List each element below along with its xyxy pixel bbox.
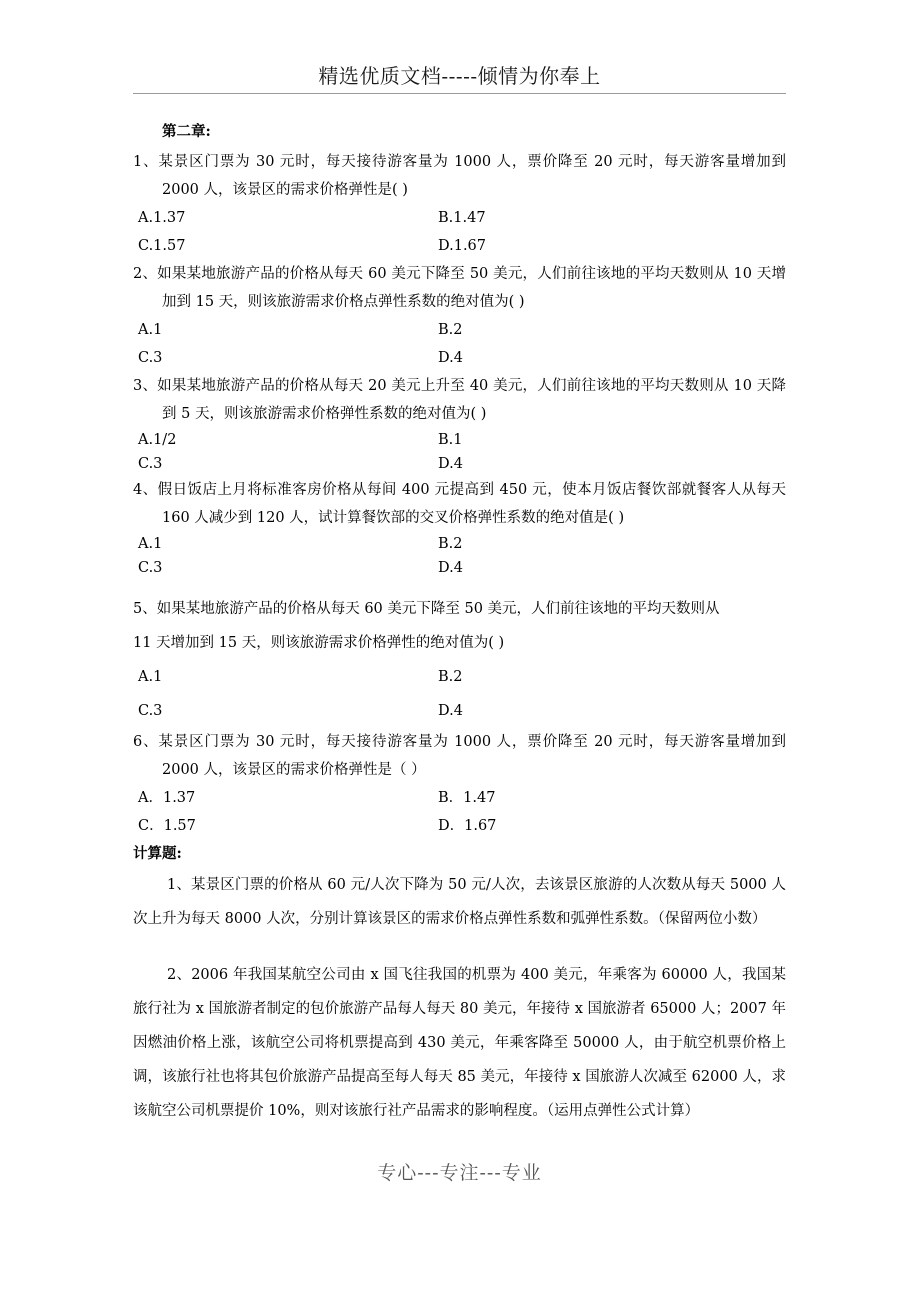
option-row-4-cd: [133, 556, 786, 580]
option-1-a[interactable]: A.1.37: [138, 210, 186, 226]
option-4-d[interactable]: D.4: [438, 560, 463, 576]
header-banner-text: 精选优质文档-----倾情为你奉上: [318, 64, 601, 88]
option-row-3-cd: [133, 452, 786, 476]
spacer: [133, 936, 786, 958]
option-5-a[interactable]: A.1: [138, 669, 163, 685]
option-5-b[interactable]: B.2: [438, 669, 463, 685]
options-5: [133, 660, 786, 728]
question-block-1: [133, 148, 786, 260]
question-stem-6: 6、某景区门票为 30 元时，每天接待游客量为 1000 人，票价降至 20 元时，每天游客量增加到 2000 人，该景区的需求价格弹性是（ ）: [133, 734, 786, 778]
option-row-5-cd: [133, 694, 786, 728]
option-row-1-ab: [133, 204, 786, 232]
option-row-2-ab: [133, 316, 786, 344]
question-stem-1: 1、某景区门票为 30 元时，每天接待游客量为 1000 人，票价降至 20 元时，每天游客量增加到 2000 人，该景区的需求价格弹性是( ): [133, 154, 786, 198]
option-row-2-cd: [133, 344, 786, 372]
option-row-6-ab: [133, 784, 786, 812]
option-4-a[interactable]: A.1: [138, 536, 163, 552]
option-3-c[interactable]: C.3: [138, 456, 163, 472]
option-row-1-cd: [133, 232, 786, 260]
option-5-d[interactable]: D.4: [438, 703, 463, 719]
question-block-2: [133, 260, 786, 372]
question-block-6: [133, 728, 786, 840]
options-6: [133, 784, 786, 840]
option-3-b[interactable]: B.1: [438, 432, 463, 448]
page-footer: [133, 1160, 786, 1186]
option-row-4-ab: [133, 532, 786, 556]
option-row-3-ab: [133, 428, 786, 452]
option-row-5-ab: [133, 660, 786, 694]
document-body: [133, 118, 786, 1128]
question-block-4: [133, 476, 786, 580]
option-1-b[interactable]: B.1.47: [438, 210, 486, 226]
page-header: [133, 62, 786, 94]
question-block-3: [133, 372, 786, 476]
options-4: [133, 532, 786, 580]
calculation-section-heading: 计算题:: [133, 845, 182, 862]
options-3: [133, 428, 786, 476]
question-stem-2: 2、如果某地旅游产品的价格从每天 60 美元下降至 50 美元，人们前往该地的平均天数则从 10 天增加到 15 天，则该旅游需求价格点弹性系数的绝对值为( ): [133, 266, 786, 310]
option-2-b[interactable]: B.2: [438, 322, 463, 338]
option-1-d[interactable]: D.1.67: [438, 238, 487, 254]
option-5-c[interactable]: C.3: [138, 703, 163, 719]
option-2-c[interactable]: C.3: [138, 350, 163, 366]
footer-text: 专心---专注---专业: [377, 1162, 542, 1184]
option-6-b[interactable]: B．1.47: [438, 790, 496, 806]
option-6-a[interactable]: A．1.37: [138, 790, 196, 806]
option-4-c[interactable]: C.3: [138, 560, 163, 576]
spacer: [133, 580, 786, 592]
chapter-title: 第二章:: [162, 123, 211, 140]
header-divider: [133, 93, 786, 94]
calculation-item-2: 2、2006 年我国某航空公司由 x 国飞往我国的机票为 400 美元，年乘客为 60000 人，我国某旅行社为 x 国旅游者制定的包价旅游产品每人每天 80 美元，年接待 x 国旅游者 65000 人；2007 年因燃油价格上涨，该航空公司将机票提高到 430 美元，年乘客降至 50000 人，由于航空机票价格上调，该旅行社也将其包价旅游产品提高至每人每天 85 美元，年接待 x 国旅游人次减至 62000 人，求该航空公司机票提价 10%，则对该旅行社产品需求的影响程度。（运用点弹性公式计算）: [133, 967, 786, 1119]
option-1-c[interactable]: C.1.57: [138, 238, 186, 254]
question-stem-5-line2: 11 天增加到 15 天，则该旅游需求价格弹性的绝对值为( ): [133, 635, 505, 651]
option-row-6-cd: [133, 812, 786, 840]
option-6-c[interactable]: C．1.57: [138, 818, 196, 834]
option-3-a[interactable]: A.1/2: [138, 432, 177, 448]
question-stem-4: 4、假日饭店上月将标准客房价格从每间 400 元提高到 450 元，使本月饭店餐饮部就餐客人从每天 160 人减少到 120 人，试计算餐饮部的交叉价格弹性系数的绝对值是( ): [133, 482, 786, 526]
question-stem-5-line1: 5、如果某地旅游产品的价格从每天 60 美元下降至 50 美元，人们前往该地的平均天数则从: [133, 601, 720, 617]
options-2: [133, 316, 786, 372]
option-2-a[interactable]: A.1: [138, 322, 163, 338]
option-6-d[interactable]: D．1.67: [438, 818, 497, 834]
option-3-d[interactable]: D.4: [438, 456, 463, 472]
calculation-item-1: 1、某景区门票的价格从 60 元/人次下降为 50 元/人次，去该景区旅游的人次数从每天 5000 人次上升为每天 8000 人次，分别计算该景区的需求价格点弹性系数和弧弹性系数。（保留两位小数）: [133, 877, 786, 927]
option-2-d[interactable]: D.4: [438, 350, 463, 366]
question-stem-3: 3、如果某地旅游产品的价格从每天 20 美元上升至 40 美元，人们前往该地的平均天数则从 10 天降到 5 天，则该旅游需求价格弹性系数的绝对值为( ): [133, 378, 786, 422]
options-1: [133, 204, 786, 260]
question-block-5: [133, 592, 786, 728]
option-4-b[interactable]: B.2: [438, 536, 463, 552]
